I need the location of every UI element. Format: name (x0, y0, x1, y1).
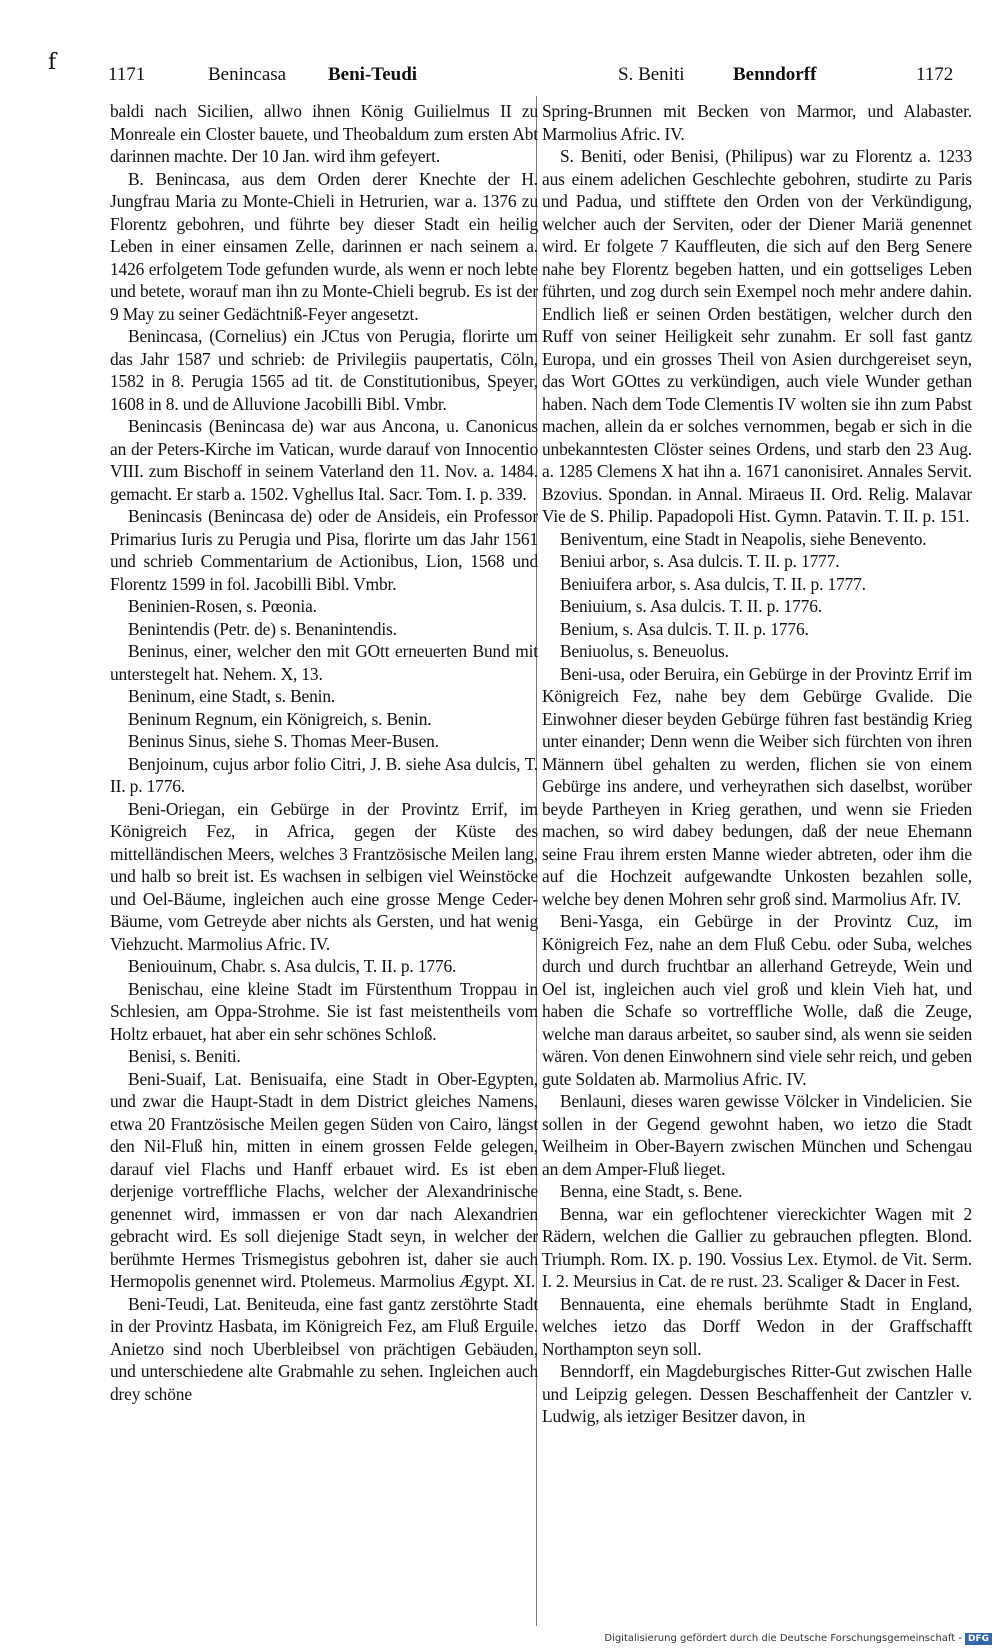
entry: Benisi, s. Beniti. (128, 1046, 241, 1066)
entry: Benna, eine Stadt, s. Bene. (560, 1181, 743, 1201)
entry: Beni-usa, oder Beruira, ein Gebürge in der Provintz Errif im Königreich Fez, nahe bey dem Gebürge Gvalide. Die Einwohner dieser beyden Gebürge führen fast beständig Krieg unter einander; Denn wenn die Weiber sich fürchten von ihren Männern übel gehalten zu werden, flichen sie von einem Gebürge ins andere, und verheyrathen sich daselbst, worüber beyde Partheyen in Krieg gerathen, und wenn sie Frieden machen, so wird dabey bedungen, daß der neue Ehemann seine Frau ihrem ersten Manne wieder abtreten, oder ihm die auf die Hochzeit aufgewandte Unkosten bezahlen solle, welche bey denen Mohren sehr groß sind. Marmolius Afr. IV. (542, 663, 972, 909)
entry: Beninus Sinus, siehe S. Thomas Meer-Busen. (128, 731, 439, 751)
right-page-number: 1172 (916, 64, 954, 85)
left-range: Beni-Teudi (328, 64, 418, 85)
digitization-credit (604, 1633, 992, 1645)
left-keyword: Benincasa (208, 64, 287, 85)
entry: Beniui arbor, s. Asa dulcis. T. II. p. 1777. (560, 551, 840, 571)
entry: B. Benincasa, aus dem Orden derer Knechte der H. Jungfrau Maria zu Monte-Chieli in Hetrurien, war a. 1376 zu Florentz gebohren, und führte bey dieser Stadt ein heilig Leben in einer einsamen Zelle, darinnen er nach seinem a. 1426 erfolgetem Tode gefunden wurde, als wenn er noch lebte und betete, worauf man ihn zu Monte-Chieli begrub. Es ist der 9 May zu seiner Gedächtniß-Feyer angesetzt. (110, 168, 538, 324)
entry: Beniventum, eine Stadt in Neapolis, siehe Benevento. (560, 528, 927, 549)
entry: Benischau, eine kleine Stadt im Fürstenthum Troppau in Schlesien, am Oppa-Strohme. Sie ist fast meistentheils vom Holtz erbauet, hat aber ein sehr schönes Schloß. (110, 978, 538, 1044)
entry: Beni-Teudi, Lat. Beniteuda, eine fast gantz zerstöhrte Stadt in der Provintz Hasbata, im Königreich Fez, am Fluß Erguile. Anietzo sind noch Uberbleibsel von prächtigen Gebäuden, und unterschiedene alte Grabmahle zu sehen. Ingleichen auch drey schöne (110, 1293, 538, 1404)
entry: Bennauenta, eine ehemals berühmte Stadt in England, welches ietzo das Dorff Wedon in der Graffschafft Northampton seyn soll. (542, 1293, 972, 1359)
right-column (542, 100, 972, 1620)
left-column (110, 100, 538, 1620)
right-range: Benndorff (733, 64, 817, 85)
entry: Spring-Brunnen mit Becken von Marmor, und Alabaster. Marmolius Afric. IV. (542, 101, 972, 144)
entry: Benjoinum, cujus arbor folio Citri, J. B. siehe Asa dulcis, T. II. p. 1776. (110, 753, 538, 796)
credit-text: Digitalisierung gefördert durch die Deutsche Forschungsgemeinschaft - (604, 1633, 962, 1644)
page-header (108, 60, 968, 90)
entry: baldi nach Sicilien, allwo ihnen König Guilielmus II zu Monreale ein Closter bauete, und Theobaldum zum ersten Abt darinnen machte. Der 10 Jan. wird ihm gefeyert. (110, 101, 538, 166)
entry: Benna, war ein geflochtener viereckichter Wagen mit 2 Rädern, welchen die Gallier zu gebrauchen pflegten. Blond. Triumph. Rom. IX. p. 190. Vossius Lex. Etymol. de Vit. Serm. I. 2. Meursius in Cat. de re rust. 23. Scaliger & Dacer in Fest. (542, 1203, 972, 1291)
dfg-logo: DFG (965, 1633, 992, 1645)
entry: Benincasa, (Cornelius) ein JCtus von Perugia, florirte um das Jahr 1587 und schrieb: de Privilegiis paupertatis, Cöln, 1582 in 8. Perugia 1565 ad tit. de Constitutionibus, Speyer, 1608 in 8. und de Alluvione Jacobilli Bibl. Vmbr. (110, 326, 538, 414)
margin-mark: f (48, 50, 57, 75)
entry: Benincasis (Benincasa de) war aus Ancona, u. Canonicus an der Peters-Kirche im Vatican, wurde darauf von Innocentio VIII. zum Bischoff in seinem Vaterland den 11. Nov. a. 1484. gemacht. Er starb a. 1502. Vghellus Ital. Sacr. Tom. I. p. 339. (110, 416, 538, 504)
entry: Benintendis (Petr. de) s. Benanintendis. (128, 618, 397, 639)
entry: Beniuifera arbor, s. Asa dulcis, T. II. p. 1777. (560, 573, 866, 594)
entry: Beninus, einer, welcher den mit GOtt erneuerten Bund mit unterstegelt hat. Nehem. X, 13. (110, 641, 538, 684)
entry: Beninien-Rosen, s. Pœonia. (128, 596, 317, 616)
entry: Beniouinum, Chabr. s. Asa dulcis, T. II. p. 1776. (128, 956, 457, 976)
entry: Benium, s. Asa dulcis. T. II. p. 1776. (560, 618, 809, 639)
entry: Beninum, eine Stadt, s. Benin. (128, 686, 336, 706)
left-page-number: 1171 (108, 64, 146, 85)
entry: Beni-Oriegan, ein Gebürge in der Provintz Errif, im Königreich Fez, in Africa, gegen der Küste des mittelländischen Meers, welches 3 Frantzösische Meilen lang, und halb so breit ist. Es wachsen in selbigen viel Weinstöcke und Oel-Bäume, ingleichen auch eine grosse Menge Ceder-Bäume, vom Getreyde aber nichts als Gersten, und hat wenig Viehzucht. Marmolius Afric. IV. (110, 798, 538, 954)
entry: Benndorff, ein Magdeburgisches Ritter-Gut zwischen Halle und Leipzig gelegen. Dessen Beschaffenheit der Cantzler v. Ludwig, als ietziger Besitzer davon, in (542, 1361, 972, 1426)
entry: Beninum Regnum, ein Königreich, s. Benin. (128, 708, 432, 729)
entry: S. Beniti, oder Benisi, (Philipus) war zu Florentz a. 1233 aus einem adelichen Geschlechte gebohren, studirte zu Paris und Padua, und stifftete den Orden von der Verkündigung, welcher auch der Serviten, oder der Diener Mariä genennet wird. Er folgete 7 Kauffleuten, die sich auf den Berg Senere nahe bey Florentz begeben hatten, und ein gottseliges Leben führten, und zog durch sein Exempel noch mehr andere dahin. Endlich ließ er seinen Orden bestätigen, welcher durch den Ruff von seiner Heiligkeit sehr zunahm. Er soll fast gantz Europa, und ein grosses Theil von Asien durchgereiset seyn, das Wort GOttes zu verkündigen, auch viele Wunder gethan haben. Nach dem Tode Clementis IV wolten sie ihn zum Pabst machen, allein da er solches vernommen, begab er sich in die unbekanntesten Clöster seines Ordens, und starb den 23 Aug. a. 1285 Clemens X hat ihn a. 1671 canonisiret. Annales Servit. Bzovius. Spondan. in Annal. Miraeus II. Ord. Relig. Malavar Vie de S. Philip. Papadopoli Hist. Gymn. Patavin. T. II. p. 151. (542, 146, 972, 526)
entry: Beniuium, s. Asa dulcis. T. II. p. 1776. (560, 596, 822, 616)
entry: Beni-Yasga, ein Gebürge in der Provintz Cuz, im Königreich Fez, nahe an dem Fluß Cebu. oder Suba, welches durch und durch fruchtbar an allerhand Getreyde, Wein und Oel ist, ingleichen auch viel groß und klein Vieh hat, und haben die Schafe so vortreffliche Wolle, daß die Zeuge, welche man daraus arbeitet, so sauber sind, als wenn sie seiden wären. Von denen Einwohnern sind viele sehr reich, und geben gute Soldaten ab. Marmolius Afric. IV. (542, 911, 972, 1089)
entry: Benlauni, dieses waren gewisse Völcker in Vindelicien. Sie sollen in der Gegend gewohnt haben, wo ietzo die Stadt Weilheim in Ober-Bayern zwischen München und Schengau an dem Amper-Fluß lieget. (542, 1091, 972, 1179)
entry: Beni-Suaif, Lat. Benisuaifa, eine Stadt in Ober-Egypten, und zwar die Haupt-Stadt in dem District gleiches Namens, etwa 20 Frantzösische Meilen gegen Süden von Cairo, längst den Nil-Fluß hin, mitten in einem grossen Felde gelegen, darauf viel Flachs und Hanff erbauet wird. Es ist eben derjenige vortreffliche Flachs, welcher der Alexandrinische genennet wird, immassen er von dar nach Alexandrien gebracht wird. Es soll diejenige Stadt seyn, in welcher der berühmte Hermes Trismegistus gebohren ist, daher sie auch Hermopolis genennet wird. Ptolemeus. Marmolius Ægypt. XI. (110, 1068, 538, 1291)
right-keyword: S. Beniti (618, 64, 685, 85)
entry: Beniuolus, s. Beneuolus. (560, 641, 729, 661)
entry: Benincasis (Benincasa de) oder de Ansideis, ein Professor Primarius Iuris zu Perugia und Pisa, florirte um das Jahr 1561 und schrieb Commentarium de Actionibus, Lion, 1568 und Florentz 1599 in fol. Jacobilli Bibl. Vmbr. (110, 506, 538, 594)
